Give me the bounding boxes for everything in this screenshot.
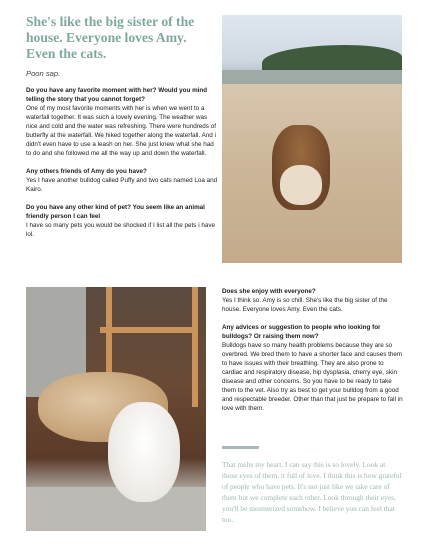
answer: Yes I have another bulldog called Puffy and two cats named Loa and Kairo.: [26, 177, 218, 193]
question: Do you have any other kind of pet? You seem like an animal friendly person I can feel: [26, 204, 205, 220]
photo-water: [222, 70, 402, 84]
author-name: Poon sap.: [26, 69, 61, 78]
pull-quote: That melts my heart. I can say this is so lovely. Look at those eyes of them, it full of love. I think this is how grateful of people who have pets. It's not just like we take care of them but we complete each other. Look through their eyes, you'll be mesmerized somehow. I believe you can feel that too.: [222, 460, 402, 524]
question: Do you have any favorite moment with her? Would you mind telling the story that you cannot forget?: [26, 87, 208, 103]
photo-stool-rung: [100, 327, 196, 333]
question: Does she enjoy with everyone?: [222, 288, 316, 295]
beach-dog-photo: [222, 15, 402, 263]
photo-bulldog-face: [280, 165, 322, 205]
article-title: She's like the big sister of the house. Everyone loves Amy. Even the cats.: [26, 14, 195, 61]
left-column: [26, 86, 220, 239]
two-bulldogs-photo: [26, 287, 206, 531]
question: Any others friends of Amy do you have?: [26, 168, 147, 175]
answer: Yes I think so. Amy is so chill. She's like the big sister of the house. Everyone loves Amy. Even the cats.: [222, 297, 388, 313]
right-column: [222, 287, 404, 413]
answer: I have so many pets you would be shocked if I list all the pets i have lol.: [26, 222, 216, 238]
question: Any advices or suggestion to people who looking for bulldogs? Or raising them now?: [222, 324, 381, 340]
photo-rug: [26, 487, 206, 531]
quote-divider: [222, 446, 259, 449]
photo-white-bulldog: [108, 402, 180, 502]
answer: One of my most favorite moments with her is when we went to a waterfall together. It was such a lovely evening. The weather was nice and cold and the water was refreshing. There were hundreds of butterfly at the waterfall. We hiked together along the waterfall. And i didn't even have to use a leash on her. She just knew what she had to do and she followed me all the way up and down the waterfall.: [26, 105, 216, 157]
answer: Bulldogs have so many health problems because they are so overbred. We bred them to have a shorter face and causes them to have issues with their breathing. They are also prone to cardiac and respiratory disease, hip dysplasia, cherry eye, skin disease and other concerns. So you have to be ready to take them to the vet. Also try as best to get your bulldog from a good and respectable breeder. Other than that just be prepare to fall in love with them.: [222, 342, 403, 412]
